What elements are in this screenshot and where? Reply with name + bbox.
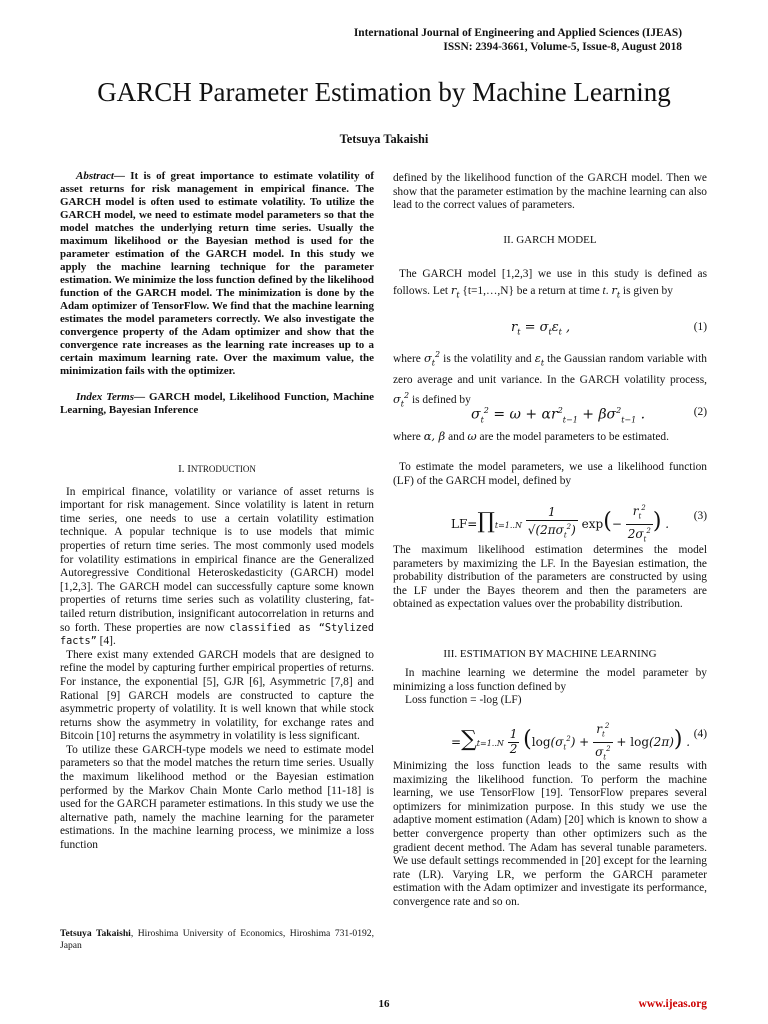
eq2-body: $\sigma_t^2 = \omega + \alpha r^2_{t-1} + \beta\sigma^2_{t-1}$ . [471, 406, 646, 425]
intro-paragraph-1 [60, 486, 374, 649]
epsilon-t: $\varepsilon_t$ [534, 350, 545, 368]
p6-text: In machine learning we determine the model parameter by minimizing a loss function defined by [393, 667, 707, 693]
eq3-frac1: $\frac{1}{√(2\pi\sigma_t^2)}$ [527, 505, 576, 540]
eq3-frac2: $\frac{r_t^2}{2\sigma_t^2}$ [627, 504, 651, 544]
index-terms [60, 391, 374, 417]
t-var: t [602, 285, 606, 297]
heading-number: I. [178, 463, 188, 475]
section2-paragraph-1: The GARCH model [1,2,3] we use in this study is defined as follows. Let $r_t$ {t=1,…,N} be a return at time t. $r_t$ is given by [393, 268, 707, 300]
p7-text: Minimizing the loss function leads to the same results with maximizing the likelihood function. To perform the machine learning, we use TensorFlow [19]. TensorFlow prepares several optimizers for minimization purpose. In this study we use the adaptive moment estimation (Adam) [20] which is known to show a better convergence property than other optimizers such as the gradient decent method. The Adam has several tunable parameters. We use default settings recommended in [20] except for the learning rate (LR). Varying LR, we perform the GARCH parameter estimation with the Adam optimizer and investigate its performance, convergence rate and so on. [393, 760, 707, 908]
abstract [60, 170, 374, 378]
eq3-number: (3) [693, 510, 707, 522]
t-sub: t [456, 290, 460, 300]
eq1-number: (1) [693, 321, 707, 333]
p3a: where [393, 431, 424, 443]
author-footnote [60, 928, 374, 952]
section2-paragraph-4 [393, 461, 707, 488]
sigma-t-sq-2: $\sigma_t^2$ [393, 391, 410, 409]
heading-first-letter: I [187, 463, 191, 475]
page-number: 16 [378, 998, 390, 1010]
journal-header [354, 26, 682, 54]
p1a: The GARCH model [1,2,3] we use in this study is defined as follows. Let [393, 268, 707, 297]
index-terms-lead: Index Terms [76, 391, 134, 403]
r-t-symbol-2: $r_t$ [611, 283, 621, 300]
abstract-lead: Abstract [76, 170, 114, 182]
intro-paragraph-3: To utilize these GARCH-type models we need to estimate model parameters so that the model matches the return time series. Usually the maximum likelihood method or the Bayesian estimation performed by the Markov Chain Monte Carlo method [11-18] is used for the GARCH parameter estimations. In this study we use the alternative path, namely the machine learning for the parameter estimations. In the machine learning process, we minimize a loss function [60, 743, 374, 852]
eq1-body: $r_t = \sigma_t\varepsilon_t$ , [511, 320, 571, 337]
intro-p1-mono: classified as “Stylized facts” [60, 622, 374, 648]
sigma-t-sq: $\sigma_t^2$ [423, 350, 441, 368]
section3-heading: III. ESTIMATION BY MACHINE LEARNING [443, 648, 657, 660]
footnote-text: , Hiroshima University of Economics, Hiroshima 731-0192, Japan [60, 928, 374, 951]
paper-author: Tetsuya Takaishi [339, 132, 429, 146]
heading-rest: NTRODUCTION [190, 464, 256, 474]
right-col-intro [393, 172, 707, 213]
r-var: r [450, 283, 457, 297]
p2d: is defined by [409, 393, 471, 406]
section2-heading: II. GARCH MODEL [503, 234, 597, 246]
r-t-symbol [450, 283, 460, 300]
alpha-beta: α, β [423, 429, 446, 443]
intro-paragraph-2: There exist many extended GARCH models that are designed to refine the model by capturing further empirical properties of returns. For instance, the exponential [5], GJR [6], Asymmetric [7,8] and Rational [9] GARCH models are constructed to capture the asymmetric property of volatility. It is well known that while stock returns show the asymmetry in volatility, for exchange rates and Bitcoin [10] returns the asymmetry in volatility is less significant. [60, 648, 374, 743]
index-terms-dash: — [134, 391, 149, 403]
paper-title: GARCH Parameter Estimation by Machine Learning [97, 77, 671, 107]
lf-label: LF= [451, 516, 478, 531]
abstract-text: It is of great importance to estimate volatility of asset returns for risk management in empirical finance. The GARCH model is often used to estimate volatility. To utilize the GARCH model, we need to estimate model parameters so that the model matches the underlying return time series. Usually the maximum likelihood or the Bayesian method is used for the parameter estimation of the GARCH model. In this study we apply the machine learning technique for the parameter estimation. We minimize the loss function defined by the likelihood function of the GARCH model. The minimization is done by the Adam optimizer of TensorFlow. We find that the machine learning estimates the model parameters correctly. We also investigate the convergence property of the Adam optimizer and show that the convergence rate increases as the learning rate increases up to a certain maximum learning rate. Over the maximum value, the minimization fails with the optimizer. [60, 170, 375, 377]
section3-paragraph-1 [393, 667, 707, 708]
p2a: where [393, 352, 424, 365]
eq4-frac-half: $\frac{1}{2}$ [509, 727, 518, 756]
p4-text: To estimate the model parameters, we use a likelihood function (LF) of the GARCH model, defined by [393, 461, 707, 487]
p3c: are the model parameters to be estimated. [476, 431, 669, 443]
p2c: the Gaussian random variable with zero average and unit variance. In the GARCH volatility process, [393, 352, 708, 386]
journal-issn: ISSN: 2394-3661, Volume-5, Issue-8, August 2018 [443, 41, 682, 53]
equation-1 [393, 321, 707, 339]
introduction-section [60, 463, 374, 853]
journal-url[interactable]: www.ijeas.org [638, 998, 707, 1010]
p5-text: The maximum likelihood estimation determines the model parameters by maximizing the LF. In the Bayesian estimation, the probability distribution of the parameters are constructed by using the LF under the Bayes theorem and then the parameters are obtained as expectation values over the probability distribution. [393, 544, 707, 611]
eq4-body: =∑t=1..N $\frac{1}{2}$ ($\log(\sigma_t^2)$ + $\frac{r_t^2}{\sigma_t^2}$ + log(2π)) . [451, 720, 690, 765]
section2-paragraph-2 [393, 347, 707, 413]
eq4-number: (4) [693, 728, 707, 740]
introduction-heading [60, 463, 374, 477]
p1c: is given by [620, 285, 673, 297]
index-terms-text: GARCH model, Likelihood Function, Machine Learning, Bayesian Inference [60, 391, 374, 416]
p2b: is the volatility and [440, 352, 535, 365]
omega: ω [467, 429, 477, 443]
eq3-body: LF=∏t=1..N $\frac{1}{√(2\pi\sigma_t^2)}$ exp(− $\frac{r_t^2}{2\sigma_t^2}$ ) . [451, 502, 669, 547]
eq4-frac2: $\frac{r_t^2}{\sigma_t^2}$ [595, 722, 611, 762]
intro-p1-after: [4]. [96, 635, 116, 648]
equation-4 [393, 714, 707, 762]
section2-paragraph-3 [393, 428, 707, 446]
loss-function-label: Loss function = -log (LF) [405, 694, 522, 707]
abstract-dash: — [113, 170, 131, 182]
eq2-number: (2) [693, 406, 707, 418]
footnote-name: Tetsuya Takaishi [60, 928, 131, 939]
equation-2 [393, 404, 707, 426]
p3b: and [445, 431, 468, 443]
p1b: {t=1,…,N} be a return at time [459, 285, 603, 297]
journal-name: International Journal of Engineering and Applied Sciences (IJEAS) [353, 27, 682, 39]
section3-paragraph-2 [393, 760, 707, 910]
right-paragraph-0: defined by the likelihood function of the GARCH model. Then we show that the parameter estimation by the machine learning can also lead to the correct values of parameters. [393, 172, 707, 212]
intro-p1-text: In empirical finance, volatility or variance of asset returns is important for risk management. Since volatility is latent in return time series, one needs to use a certain volatility estimation technique. A popular technique is to use models that mimic properties of return time series. The most commonly used models for volatility estimations in empirical finance are the Generalized Autoregressive Conditional Heteroskedasticity (GARCH) model [1,2,3]. The GARCH model can successfully capture some known properties of returns time series such as volatility clustering, fat-tailed return distribution, insignificant autocorrelation in returns and so forth. These properties are now [60, 485, 374, 634]
section2-paragraph-5 [393, 544, 707, 612]
equation-3 [393, 496, 707, 544]
